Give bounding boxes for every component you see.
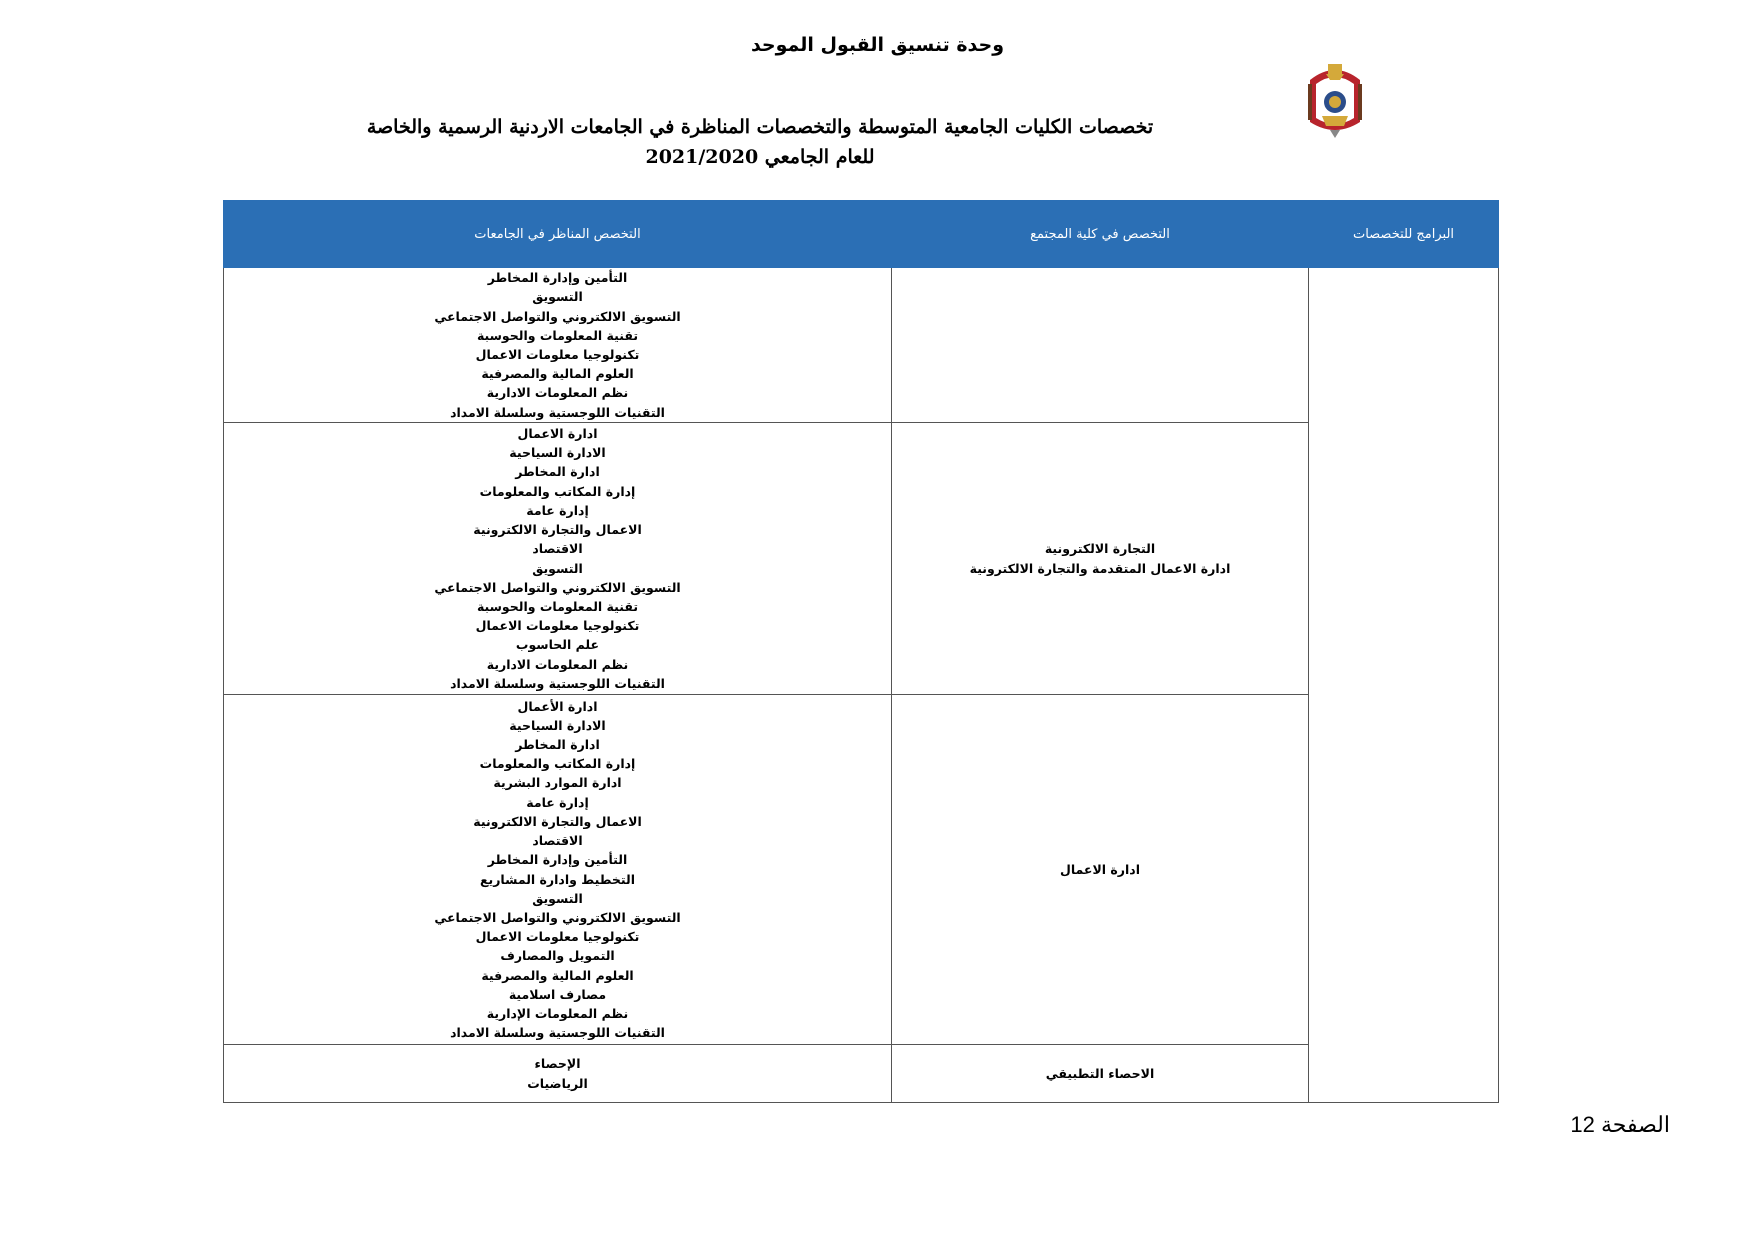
specialization-item: الاعمال والتجارة الالكترونية <box>473 522 642 538</box>
university-cell <box>224 423 892 695</box>
specialization-item: الاعمال والتجارة الالكترونية <box>473 813 642 829</box>
university-cell <box>224 268 892 423</box>
title-line-1: تخصصات الكليات الجامعية المتوسطة والتخصصات المناظرة في الجامعات الاردنية الرسمية والخاصة <box>366 116 1154 138</box>
university-cell <box>224 1045 892 1103</box>
specialization-item: ادارة الموارد البشرية <box>493 775 622 791</box>
specialization-item: علم الحاسوب <box>515 637 600 653</box>
specialization-item: إدارة عامة <box>526 502 589 518</box>
specialization-item: الإحصاء <box>534 1056 581 1072</box>
table-row <box>224 695 1499 1045</box>
title-line-2: للعام الجامعي 2021/2020 <box>645 146 875 168</box>
program-cell <box>1309 268 1499 1103</box>
table-header-row <box>224 201 1499 268</box>
column-header-college-specialization: التخصص في كلية المجتمع <box>892 201 1309 268</box>
specialization-item: الادارة السياحية <box>509 445 606 461</box>
specialization-item: إدارة المكاتب والمعلومات <box>479 756 636 772</box>
specialization-item: إدارة المكاتب والمعلومات <box>479 483 636 499</box>
specialization-item: ادارة الاعمال <box>517 426 598 442</box>
table-row <box>224 423 1499 695</box>
specialization-item: العلوم المالية والمصرفية <box>481 366 634 382</box>
column-header-programs: البرامج للتخصصات <box>1309 201 1499 268</box>
jordan-coat-of-arms-icon <box>1300 60 1370 140</box>
column-header-university-specialization: التخصص المناظر في الجامعات <box>224 201 892 268</box>
specialization-item: تكنولوجيا معلومات الاعمال <box>475 618 640 634</box>
specialization-item: التسويق <box>532 560 583 576</box>
specialization-item: التسويق الالكتروني والتواصل الاجتماعي <box>434 579 681 595</box>
specialization-item: التأمين وإدارة المخاطر <box>487 270 628 286</box>
specialization-item: التخطيط وادارة المشاريع <box>480 871 635 887</box>
specialization-item: تكنولوجيا معلومات الاعمال <box>475 929 640 945</box>
specialization-item: الاقتصاد <box>532 541 583 557</box>
specialization-item: إدارة عامة <box>526 794 589 810</box>
specialization-item: التسويق الالكتروني والتواصل الاجتماعي <box>434 308 681 324</box>
specialization-item: ادارة الاعمال <box>1060 861 1140 877</box>
specialization-item: التسويق الالكتروني والتواصل الاجتماعي <box>434 909 681 925</box>
college-cell <box>892 695 1309 1045</box>
specialization-item: التمويل والمصارف <box>500 948 615 964</box>
page-number: الصفحة 12 <box>1570 1112 1670 1137</box>
specialization-item: نظم المعلومات الإدارية <box>486 1005 629 1021</box>
specialization-item: تقنية المعلومات والحوسبة <box>476 598 639 614</box>
specializations-table <box>223 200 1499 1103</box>
specialization-item: ادارة الأعمال <box>517 698 598 714</box>
table-row <box>224 268 1499 423</box>
table-row <box>224 1045 1499 1103</box>
specialization-item: التسويق <box>532 289 583 305</box>
college-cell <box>892 423 1309 695</box>
document-title <box>300 112 1220 172</box>
specialization-item: الرياضيات <box>527 1075 588 1091</box>
specialization-item: نظم المعلومات الادارية <box>486 656 629 672</box>
specialization-item: التقنيات اللوجستية وسلسلة الامداد <box>450 1025 665 1041</box>
specialization-item: التجارة الالكترونية <box>1044 541 1156 557</box>
specialization-item: الاقتصاد <box>532 833 583 849</box>
specialization-item: نظم المعلومات الادارية <box>486 385 629 401</box>
specialization-item: العلوم المالية والمصرفية <box>481 967 634 983</box>
college-cell <box>892 268 1309 423</box>
unit-title: وحدة تنسيق القبول الموحد <box>750 34 1005 56</box>
specialization-item: ادارة الاعمال المتقدمة والتجارة الالكترونية <box>969 560 1231 576</box>
specialization-item: ادارة المخاطر <box>515 737 600 753</box>
specialization-item: التقنيات اللوجستية وسلسلة الامداد <box>450 404 665 420</box>
specialization-item: التسويق <box>532 890 583 906</box>
specialization-item: الاحصاء التطبيقي <box>1045 1065 1155 1081</box>
specialization-item: الادارة السياحية <box>509 717 606 733</box>
specialization-item: ادارة المخاطر <box>515 464 600 480</box>
specialization-item: مصارف اسلامية <box>508 986 607 1002</box>
university-cell <box>224 695 892 1045</box>
specialization-item: تكنولوجيا معلومات الاعمال <box>475 347 640 362</box>
specialization-item: التأمين وإدارة المخاطر <box>487 852 628 868</box>
specialization-item: التقنيات اللوجستية وسلسلة الامداد <box>450 675 665 691</box>
college-cell <box>892 1045 1309 1103</box>
specialization-item: تقنية المعلومات والحوسبة <box>476 327 639 343</box>
